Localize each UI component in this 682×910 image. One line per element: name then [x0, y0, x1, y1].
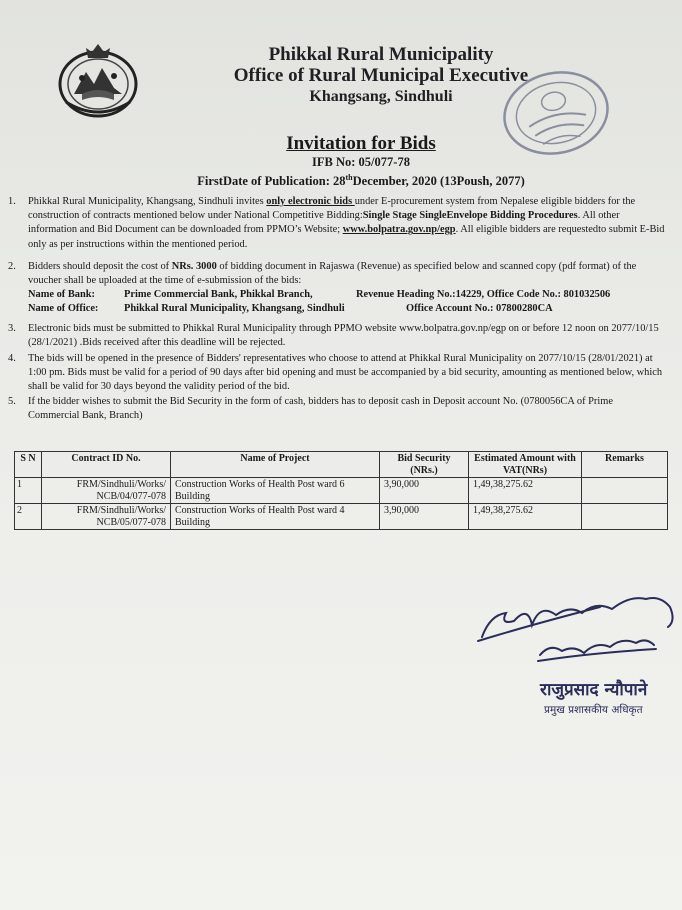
cell-project: Construction Works of Health Post ward 4 Building — [171, 504, 380, 530]
cell-estimated-amount: 1,49,38,275.62 — [469, 478, 582, 504]
nepal-emblem-icon — [52, 42, 144, 122]
signatory-designation: प्रमुख प्रशासकीय अधिकृत — [544, 704, 643, 716]
office-details-row: Name of Office: Phikkal Rural Municipality, Khangsang, Sindhuli Office Account No.: 07800280CA — [28, 303, 553, 315]
cell-remarks — [582, 504, 668, 530]
header-estimated-amount: Estimated Amount with VAT(NRs) — [469, 452, 582, 478]
cell-remarks — [582, 478, 668, 504]
header-remarks: Remarks — [582, 452, 668, 478]
paragraph-3: 3. Electronic bids must be submitted to Phikkal Rural Municipality through PPMO website www.bolpatra.gov.np/egp on or before 12 noon on 2077/10/15 (28/1/2021) .Bids received after this deadline will be rejected. — [8, 323, 659, 349]
bids-table — [14, 451, 668, 530]
office-name: Office of Rural Municipal Executive — [233, 65, 529, 86]
signatory-name: राजुप्रसाद न्यौपाने — [540, 680, 648, 700]
cell-sn: 2 — [15, 504, 42, 530]
egp-link[interactable]: www.bolpatra.gov.np/egp — [342, 224, 456, 236]
publication-date: FirstDate of Publication: 28thDecember, 2020 (13Poush, 2077) — [197, 173, 525, 189]
cell-bid-security: 3,90,000 — [380, 478, 469, 504]
header-bid-security: Bid Security (NRs.) — [380, 452, 469, 478]
paragraph-4: 4. The bids will be opened in the presence of Bidders' representatives who choose to attend at Phikkal Rural Municipality on 2077/10/15 (28/01/2021) at 1:00 pm. Bids must be valid for a period of 90 days after bid opening and must be accompanied by a bid security, amounting as mentioned below, which shall be valid for 30 days beyond the validity period of the bid. — [8, 352, 663, 393]
cell-project: Construction Works of Health Post ward 6 Building — [171, 478, 380, 504]
header-contract-id: Contract ID No. — [42, 452, 171, 478]
cell-contract-id: FRM/Sindhuli/Works/ NCB/04/077-078 — [42, 478, 171, 504]
table-row — [15, 504, 668, 530]
signature-stamp — [470, 585, 682, 725]
table-row — [15, 478, 668, 504]
cell-sn: 1 — [15, 478, 42, 504]
cell-contract-id: FRM/Sindhuli/Works/ NCB/05/077-078 — [42, 504, 171, 530]
paragraph-1: 1. Phikkal Rural Municipality, Khangsang, Sindhuli invites only electronic bids under E-procurement system from Nepalese eligible bidders for the construction of contracts mentioned below under National Competitive Bidding:Single Stage SingleEnvelope Bidding Procedures. All other information and Bid Document can be downloaded from PPMO’s Website; www.bolpatra.gov.np/egp. All eligible bidders are requestedto submit E-Bid only as per instructions within the mentioned period. — [8, 196, 665, 250]
paragraph-2: 2. Bidders should deposit the cost of NRs. 3000 of bidding document in Rajaswa (Revenue) as specified below and scanned copy (pdf format) of the voucher shall be uploaded at the time of e-submission of the bids: Name of Bank: Prime Commercial Bank, Phikkal Branch, Revenue Heading No.:14229, Office Code No.: 801032506 Name of Office: Phikkal Rural Municipality, Khangsang, Sindhuli Office Account No.: 07800280CA — [8, 260, 666, 316]
document-title: Invitation for Bids — [286, 133, 436, 154]
document-body — [8, 195, 666, 425]
title-block — [0, 133, 682, 189]
letterhead — [140, 44, 622, 107]
paragraph-5: 5. If the bidder wishes to submit the Bid Security in the form of cash, bidders has to deposit cash in Deposit account No. (0780056CA of Prime Commercial Bank, Branch) — [8, 396, 613, 422]
cell-bid-security: 3,90,000 — [380, 504, 469, 530]
ifb-number: IFB No: 05/077-78 — [312, 155, 410, 169]
table-header-row — [15, 452, 668, 478]
office-address: Khangsang, Sindhuli — [309, 88, 453, 105]
header-sn: S N — [15, 452, 42, 478]
header-project: Name of Project — [171, 452, 380, 478]
bank-details-row: Name of Bank: Prime Commercial Bank, Phikkal Branch, Revenue Heading No.:14229, Office Code No.: 801032506 — [28, 289, 611, 301]
municipality-name: Phikkal Rural Municipality — [268, 44, 494, 65]
cell-estimated-amount: 1,49,38,275.62 — [469, 504, 582, 530]
